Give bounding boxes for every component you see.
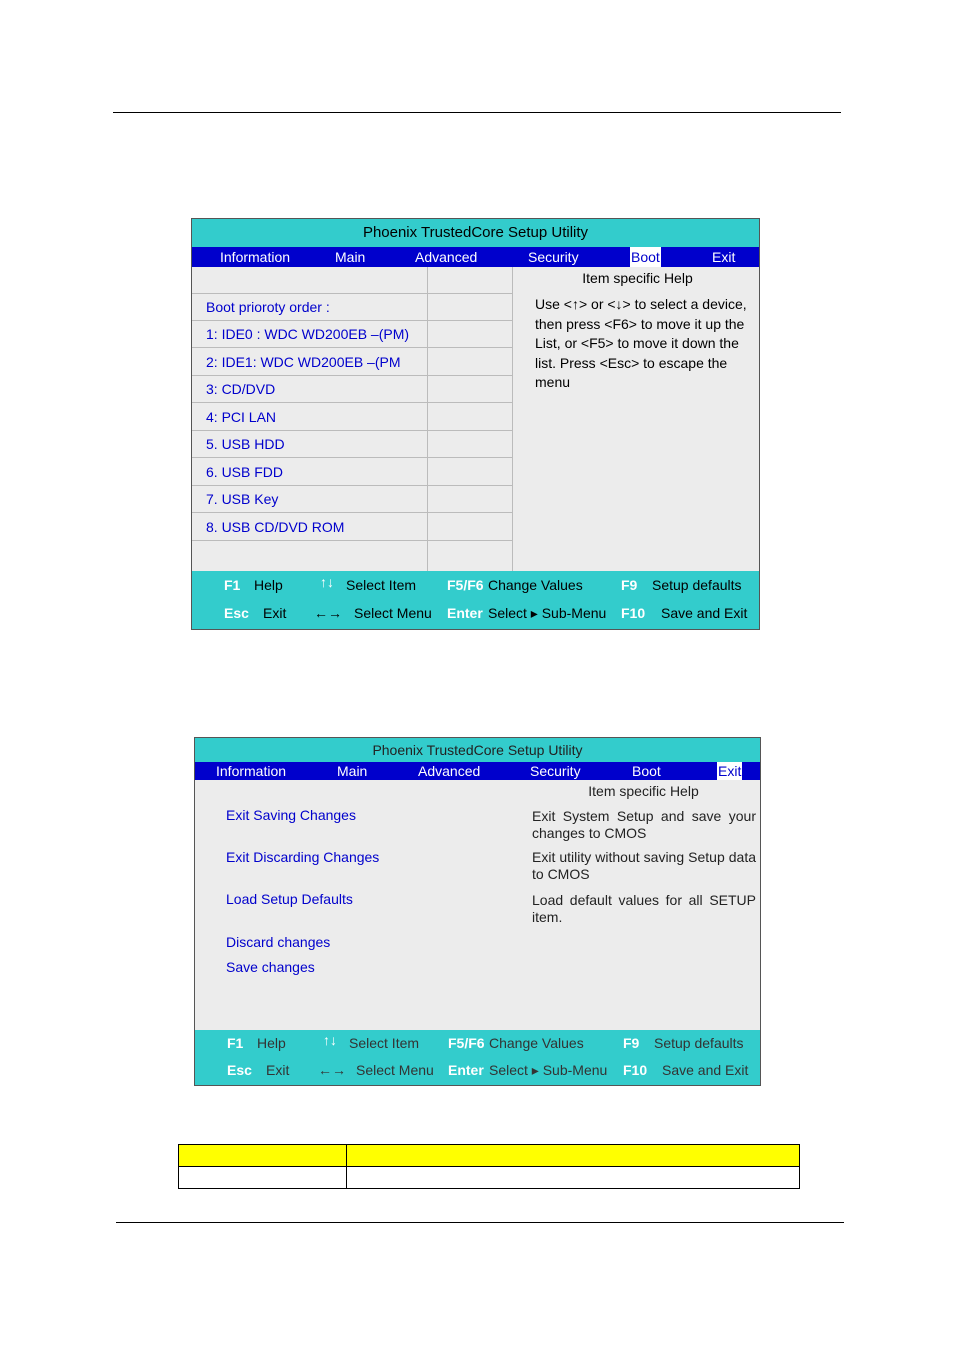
key-f9: F9 bbox=[623, 1035, 640, 1051]
help-title: Item specific Help bbox=[588, 783, 699, 799]
boot-order-list bbox=[192, 267, 428, 573]
value-cell bbox=[427, 404, 512, 431]
bios-menu-bar bbox=[195, 762, 760, 780]
table-header-cell bbox=[347, 1145, 800, 1167]
key-label: Save and Exit bbox=[662, 1062, 749, 1078]
value-cell bbox=[427, 267, 512, 294]
parameter-table bbox=[178, 1144, 800, 1189]
menu-tab-boot[interactable]: Boot bbox=[632, 763, 661, 779]
key-label: Select Item bbox=[349, 1035, 420, 1051]
key-legend bbox=[192, 571, 759, 629]
bios-boot-screen bbox=[191, 218, 760, 630]
key-label: Setup defaults bbox=[652, 577, 742, 593]
value-cell bbox=[427, 486, 512, 513]
boot-item-7[interactable]: 7. USB Key bbox=[192, 486, 427, 513]
key-label: Change Values bbox=[488, 577, 583, 593]
key-label: Select ▸ Sub-Menu bbox=[488, 605, 607, 621]
key-label: Exit bbox=[266, 1062, 290, 1078]
key-label: Select ▸ Sub-Menu bbox=[489, 1062, 608, 1078]
value-cell bbox=[427, 431, 512, 458]
key-enter: Enter bbox=[448, 1062, 484, 1078]
arrows-up-down-icon: ↑↓ bbox=[320, 574, 334, 590]
table-header-cell bbox=[179, 1145, 347, 1167]
key-label: Help bbox=[257, 1035, 286, 1051]
key-label: Select Menu bbox=[354, 605, 432, 621]
key-enter: Enter bbox=[447, 605, 483, 621]
key-esc: Esc bbox=[224, 605, 249, 621]
help-text: Use <↑> or <↓> to select a device, then press <F6> to move it up the List, or <F5> to move it down the list. Press <Esc> to escape the menu bbox=[535, 296, 747, 390]
menu-tab-advanced[interactable]: Advanced bbox=[418, 763, 481, 779]
menu-tab-information[interactable]: Information bbox=[216, 763, 287, 779]
menu-tab-boot[interactable]: Boot bbox=[631, 249, 660, 265]
menu-tab-exit[interactable]: Exit bbox=[718, 763, 742, 779]
arrows-left-right-icon: ←→ bbox=[314, 605, 342, 621]
menu-tab-security[interactable]: Security bbox=[528, 249, 579, 265]
list-item bbox=[192, 267, 427, 294]
value-cell bbox=[427, 514, 512, 541]
boot-order-heading: Boot prioroty order : bbox=[192, 294, 427, 321]
table-cell bbox=[179, 1167, 347, 1189]
menu-tab-main[interactable]: Main bbox=[337, 763, 368, 779]
key-f10: F10 bbox=[621, 605, 646, 621]
option-load-setup-defaults[interactable]: Load Setup Defaults bbox=[226, 891, 353, 907]
value-cell bbox=[427, 294, 512, 321]
menu-tab-security[interactable]: Security bbox=[530, 763, 581, 779]
boot-item-3[interactable]: 3: CD/DVD bbox=[192, 376, 427, 403]
key-label: Exit bbox=[263, 605, 287, 621]
key-label: Change Values bbox=[489, 1035, 584, 1051]
help-title: Item specific Help bbox=[582, 270, 693, 286]
value-cell bbox=[427, 376, 512, 403]
boot-value-column bbox=[427, 267, 513, 573]
value-cell bbox=[427, 321, 512, 348]
option-description: Exit utility without saving Setup data to CMOS bbox=[532, 849, 756, 882]
option-description: Exit System Setup and save your changes to CMOS bbox=[532, 808, 756, 841]
table-header-row bbox=[179, 1145, 800, 1167]
menu-tab-exit[interactable]: Exit bbox=[712, 249, 736, 265]
arrows-left-right-icon: ←→ bbox=[318, 1062, 346, 1078]
bios-exit-screen bbox=[194, 737, 761, 1086]
boot-item-2[interactable]: 2: IDE1: WDC WD200EB –(PM bbox=[192, 349, 427, 376]
key-f9: F9 bbox=[621, 577, 638, 593]
value-cell bbox=[427, 459, 512, 486]
key-label: Save and Exit bbox=[661, 605, 748, 621]
key-legend bbox=[195, 1030, 760, 1085]
key-label: Help bbox=[254, 577, 283, 593]
bottom-rule bbox=[116, 1222, 844, 1223]
boot-item-4[interactable]: 4: PCI LAN bbox=[192, 404, 427, 431]
key-label: Setup defaults bbox=[654, 1035, 744, 1051]
bios-menu-bar bbox=[192, 247, 759, 267]
arrows-up-down-icon: ↑↓ bbox=[323, 1032, 337, 1048]
option-description: Load default values for all SETUP item. bbox=[532, 892, 756, 925]
bios-title: Phoenix TrustedCore Setup Utility bbox=[195, 738, 760, 762]
menu-tab-main[interactable]: Main bbox=[335, 249, 366, 265]
key-f5-f6: F5/F6 bbox=[448, 1035, 485, 1051]
table-cell bbox=[347, 1167, 800, 1189]
key-label: Select Item bbox=[346, 577, 417, 593]
boot-item-6[interactable]: 6. USB FDD bbox=[192, 459, 427, 486]
key-label: Select Menu bbox=[356, 1062, 434, 1078]
menu-tab-advanced[interactable]: Advanced bbox=[415, 249, 478, 265]
boot-item-1[interactable]: 1: IDE0 : WDC WD200EB –(PM) bbox=[192, 321, 427, 348]
boot-item-5[interactable]: 5. USB HDD bbox=[192, 431, 427, 458]
top-rule bbox=[113, 112, 841, 113]
value-cell bbox=[427, 349, 512, 376]
option-exit-discarding-changes[interactable]: Exit Discarding Changes bbox=[226, 849, 380, 865]
table-row bbox=[179, 1167, 800, 1189]
key-f1: F1 bbox=[227, 1035, 244, 1051]
menu-tab-information[interactable]: Information bbox=[220, 249, 291, 265]
key-esc: Esc bbox=[227, 1062, 252, 1078]
option-exit-saving-changes[interactable]: Exit Saving Changes bbox=[226, 807, 356, 823]
key-f10: F10 bbox=[623, 1062, 648, 1078]
key-f1: F1 bbox=[224, 577, 241, 593]
option-discard-changes[interactable]: Discard changes bbox=[226, 934, 331, 950]
option-save-changes[interactable]: Save changes bbox=[226, 959, 315, 975]
key-f5-f6: F5/F6 bbox=[447, 577, 484, 593]
bios-title: Phoenix TrustedCore Setup Utility bbox=[192, 219, 759, 247]
boot-item-8[interactable]: 8. USB CD/DVD ROM bbox=[192, 514, 427, 541]
